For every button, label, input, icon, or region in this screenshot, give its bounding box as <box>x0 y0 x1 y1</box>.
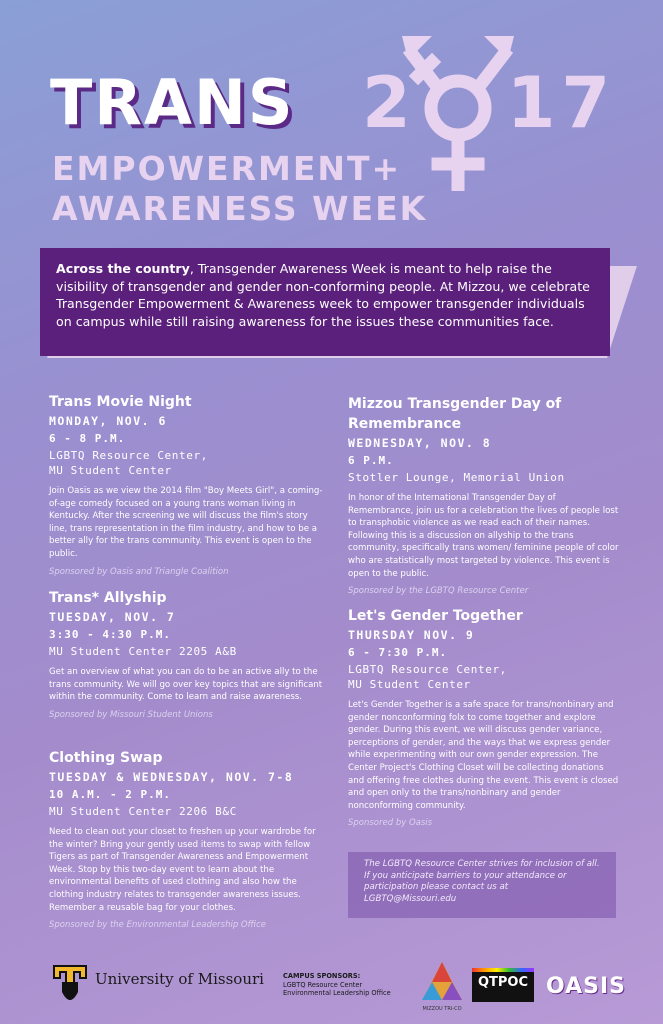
event-location: Stotler Lounge, Memorial Union <box>348 471 565 484</box>
event-clothing-swap <box>49 748 324 930</box>
event-date: MONDAY, NOV. 6 <box>49 414 167 428</box>
event-trans-movie-night <box>49 392 324 577</box>
event-date: THURSDAY NOV. 9 <box>348 628 475 642</box>
tri-co-label: MIZZOU TRI-CO <box>422 1006 462 1012</box>
event-title: Trans Movie Night <box>49 394 192 410</box>
footer <box>0 958 663 1024</box>
inclusion-notice-text: The LGBTQ Resource Center strives for inclusion of all. If you anticipate barriers to your attendance or participation please contact us at LGBTQ@Missouri.edu <box>364 859 600 904</box>
mu-tiger-logo <box>52 964 88 1008</box>
year-left-digit: 2 <box>362 62 417 144</box>
event-date: TUESDAY, NOV. 7 <box>49 610 176 624</box>
event-day-of-remembrance <box>348 394 620 596</box>
event-time: 6 - 7:30 P.M. <box>348 646 448 659</box>
event-title: Clothing Swap <box>49 750 163 766</box>
event-sponsor: Sponsored by the Environmental Leadership Office <box>49 920 266 931</box>
event-sponsor: Sponsored by Missouri Student Unions <box>49 709 213 720</box>
event-time: 3:30 - 4:30 P.M. <box>49 628 171 641</box>
event-title: Mizzou Transgender Day of Remembrance <box>348 396 562 432</box>
event-description: Join Oasis as we view the 2014 film "Boy Meets Girl", a coming-of-age comedy focused on a young trans woman living in Kentucky. After the screening we will discuss the film's story line, trans representation in the film industry, and how to be a better ally for the trans community. This event is open to the public. <box>49 486 323 559</box>
subtitle-empowerment: EMPOWERMENT+ <box>52 149 402 188</box>
inclusion-notice <box>348 852 616 918</box>
event-title: Let's Gender Together <box>348 608 523 624</box>
oasis-logo: OASIS <box>546 974 627 999</box>
mizzou-tri-co-logo <box>420 960 464 1014</box>
title-trans: TRANS <box>50 66 295 139</box>
sponsor-item: LGBTQ Resource Center <box>283 981 363 989</box>
event-location: LGBTQ Resource Center, MU Student Center <box>49 449 208 477</box>
qtpoc-text: QTPOC <box>477 975 529 990</box>
event-sponsor: Sponsored by the LGBTQ Resource Center <box>348 586 529 597</box>
event-date: TUESDAY & WEDNESDAY, NOV. 7-8 <box>49 770 294 784</box>
university-name: University of Missouri <box>95 970 264 988</box>
event-description: In honor of the International Transgender Day of Remembrance, join us for a celebration the lives of people lost to transphobic violence as we read each of their names. Following this is a discussion on allyship to the trans community, specifically trans women/ feminine people of color who are statistically most targeted by violence. This event is open to the public. <box>348 493 619 579</box>
event-description: Let's Gender Together is a safe space for trans/nonbinary and gender nonconforming folx to come together and explore gender. During this event, we will discuss gender variance, perceptions of gender, and the ways that we express gender while experimenting with our own gender expression. The Center Project's Clothing Closet will be collecting donations and offering free clothes during the event. This event is closed and open only to the trans/nonbinary and gender nonconforming community. <box>348 700 619 811</box>
event-sponsor: Sponsored by Oasis and Triangle Coalition <box>49 566 229 577</box>
event-trans-allyship <box>49 588 324 720</box>
event-description: Get an overview of what you can do to be an active ally to the trans community. We will go over key topics that are significant within the community. Come to learn and raise awareness. <box>49 667 323 703</box>
qtpoc-rainbow-stripe <box>472 968 534 972</box>
event-lets-gender-together <box>348 606 620 828</box>
event-description: Need to clean out your closet to freshen up your wardrobe for the winter? Bring your gently used items to swap with fellow Tigers as part of Transgender Awareness and Empowerment Week. Stop by this two-day event to learn about the environmental benefits of used clothing and also how the clothing industry relates to transgender awareness issues. Remember a reusable bag for your clothes. <box>49 827 316 913</box>
subtitle-awareness-week: AWARENESS WEEK <box>52 189 428 228</box>
event-time: 10 A.M. - 2 P.M. <box>49 788 171 801</box>
event-title: Trans* Allyship <box>49 590 167 606</box>
event-location: MU Student Center 2206 B&C <box>49 805 237 818</box>
event-location: MU Student Center 2205 A&B <box>49 645 237 658</box>
intro-body: , Transgender Awareness Week is meant to help raise the visibility of transgender and gender non-conforming people. At Mizzou, we celebrate Transgender Empowerment & Awareness week to empower transgender individuals on campus while still raising awareness for the issues these communities face. <box>56 261 590 329</box>
event-date: WEDNESDAY, NOV. 8 <box>348 436 492 450</box>
event-time: 6 - 8 P.M. <box>49 432 126 445</box>
intro-banner <box>40 248 610 356</box>
intro-lead: Across the country <box>56 261 190 276</box>
event-time: 6 P.M. <box>348 454 394 467</box>
year-right-digits: 17 <box>506 62 617 144</box>
campus-sponsors-heading: CAMPUS SPONSORS: <box>283 972 361 980</box>
intro-text <box>40 248 610 330</box>
event-sponsor: Sponsored by Oasis <box>348 818 433 829</box>
transgender-symbol-icon <box>398 26 518 191</box>
sponsor-item: Environmental Leadership Office <box>283 989 391 997</box>
qtpoc-logo <box>472 968 534 1002</box>
campus-sponsors-list <box>283 981 391 997</box>
event-location: LGBTQ Resource Center, MU Student Center <box>348 663 507 691</box>
